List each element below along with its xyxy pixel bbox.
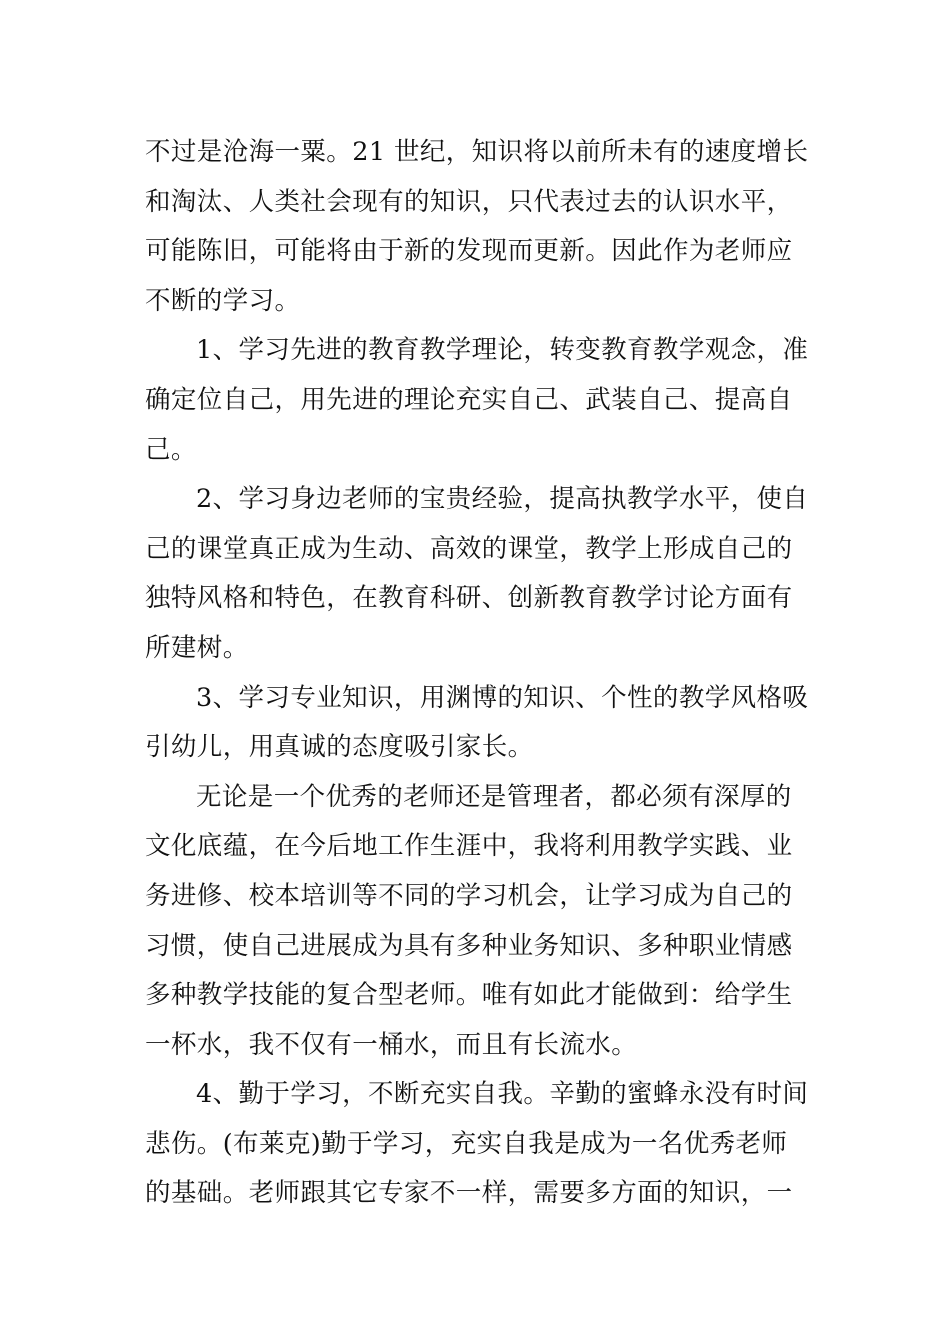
text-line: 己的课堂真正成为生动、高效的课堂，教学上形成自己的 [145,533,793,564]
text-line: 所建树。 [145,632,249,663]
text-line: 4、勤于学习，不断充实自我。辛勤的蜜蜂永没有时间 [196,1079,809,1110]
text-line: 悲伤。(布莱克)勤于学习，充实自我是成为一名优秀老师 [145,1128,788,1159]
paragraph-point-1 [145,326,810,475]
text-line: 2、学习身边老师的宝贵经验，提高执教学水平，使自 [196,484,809,515]
text-line: 不断的学习。 [145,285,301,316]
paragraph-point-4 [145,1070,810,1219]
text-line: 务进修、校本培训等不同的学习机会，让学习成为自己的 [145,880,793,911]
body-text [145,128,810,1219]
text-line: 和淘汰、人类社会现有的知识，只代表过去的认识水平， [145,186,793,217]
text-line: 3、学习专业知识，用渊博的知识、个性的教学风格吸 [196,682,809,713]
text-line: 引幼儿，用真诚的态度吸引家长。 [145,732,534,763]
paragraph-summary [145,773,810,1071]
text-line: 己。 [145,434,197,465]
text-line: 1、学习先进的教育教学理论，转变教育教学观念，准 [196,335,809,366]
text-line: 独特风格和特色，在教育科研、创新教育教学讨论方面有 [145,583,793,614]
text-line: 多种教学技能的复合型老师。唯有如此才能做到：给学生 [145,980,793,1011]
paragraph-intro-continuation [145,128,810,326]
text-line: 不过是沧海一粟。21 世纪，知识将以前所未有的速度增长 [145,137,809,167]
text-line: 文化底蕴，在今后地工作生涯中，我将利用教学实践、业 [145,831,793,862]
text-line: 可能陈旧，可能将由于新的发现而更新。因此作为老师应 [145,236,793,267]
text-line: 确定位自己，用先进的理论充实自己、武装自己、提高自 [145,384,793,415]
text-line: 一杯水，我不仅有一桶水，而且有长流水。 [145,1029,638,1060]
paragraph-point-2 [145,475,810,673]
text-line: 无论是一个优秀的老师还是管理者，都必须有深厚的 [196,781,792,812]
paragraph-point-3 [145,674,810,773]
text-line: 习惯，使自己进展成为具有多种业务知识、多种职业情感 [145,930,793,961]
text-line: 的基础。老师跟其它专家不一样，需要多方面的知识，一 [145,1178,793,1209]
